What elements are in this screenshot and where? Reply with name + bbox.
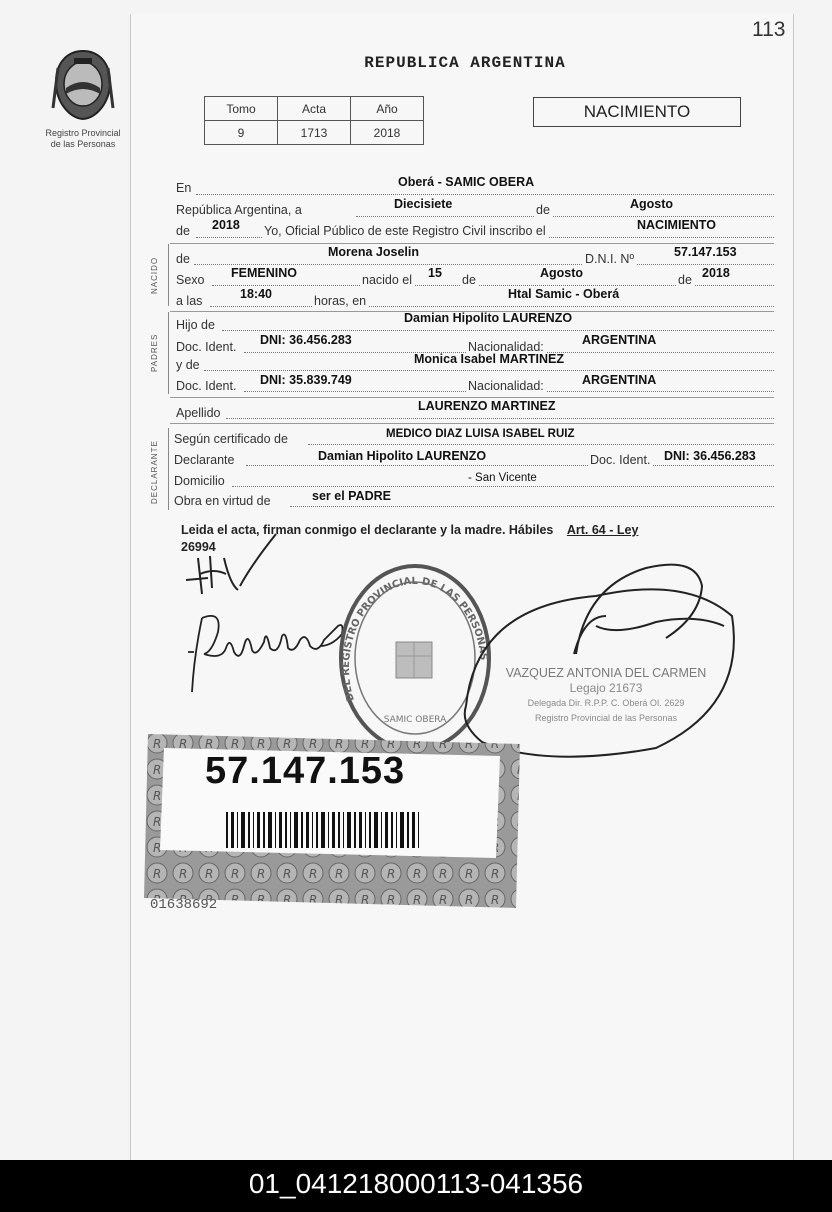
header-acta: Acta (278, 97, 351, 121)
header-tomo: Tomo (205, 97, 278, 121)
label-a-las: a las (176, 294, 203, 308)
value-madre-doc: DNI: 35.839.749 (260, 373, 352, 387)
value-birth-year: 2018 (702, 266, 730, 280)
official-stamp-text (490, 666, 722, 726)
value-child-dni: 57.147.153 (674, 245, 737, 259)
official-stamp-registry: Registro Provincial de las Personas (534, 713, 678, 723)
official-stamp-role: Delegada Dir. R.P.P. C. Oberá OI. 2629 (527, 698, 685, 708)
label-republica: República Argentina, a (176, 203, 302, 217)
label-de: de (536, 203, 550, 217)
value-madre-nacionalidad: ARGENTINA (582, 373, 657, 387)
value-month: Agosto (630, 197, 674, 211)
section-bracket-padres (168, 312, 169, 394)
label-oficial: Yo, Oficial Público de este Registro Civil inscribo el (264, 224, 546, 238)
label-de: de (462, 273, 476, 287)
label-nacionalidad: Nacionalidad: (468, 379, 544, 393)
value-act: NACIMIENTO (637, 218, 716, 232)
value-birth-month: Agosto (540, 266, 584, 280)
section-label-nacido: NACIDO (150, 256, 159, 294)
seal-bottom-text: SAMIC OBERA (383, 715, 447, 725)
label-nacionalidad: Nacionalidad: (468, 340, 544, 354)
closing-text-main: Leida el acta, firman conmigo el declarante y la madre. Hábiles (181, 523, 554, 537)
section-bracket-nacido (168, 244, 169, 306)
logo-caption (28, 128, 138, 150)
official-stamp-legajo: Legajo 21673 (569, 681, 643, 695)
label-domicilio: Domicilio (174, 474, 225, 488)
logo-caption-line1: Registro Provincial (45, 128, 121, 138)
section-divider (170, 423, 774, 424)
label-horas-en: horas, en (314, 294, 367, 308)
footer-filename: 01_041218000113-041356 (248, 1168, 584, 1199)
value-hora: 18:40 (240, 287, 272, 301)
section-label-padres: PADRES (150, 333, 159, 372)
value-year: 2018 (212, 218, 240, 232)
label-de: de (678, 273, 692, 287)
value-domicilio: - San Vicente (468, 472, 537, 484)
value-declarante-doc: DNI: 36.456.283 (664, 449, 756, 463)
label-de2: de (176, 224, 190, 238)
value-sexo: FEMENINO (231, 266, 297, 280)
value-acta: 1713 (278, 121, 351, 145)
label-sexo: Sexo (176, 273, 205, 287)
act-type-box: NACIMIENTO (533, 97, 741, 127)
value-child-name: Morena Joselin (328, 245, 419, 259)
value-madre: Monica Isabel MARTINEZ (414, 352, 565, 366)
value-padre: Damian Hipolito LAURENZO (404, 311, 573, 325)
label-doc-ident: Doc. Ident. (590, 453, 651, 467)
section-divider (170, 397, 774, 398)
serial-number: 01638692 (150, 897, 218, 913)
header-ano: Año (351, 97, 424, 121)
value-lugar: Htal Samic - Oberá (508, 287, 620, 301)
label-en: En (176, 181, 192, 195)
dotted-line (290, 506, 774, 507)
page-number: 113 (752, 18, 786, 41)
label-hijo-de: Hijo de (176, 318, 215, 332)
official-stamp-name: VAZQUEZ ANTONIA DEL CARMEN (505, 666, 707, 680)
dotted-line (222, 330, 774, 331)
dotted-line (196, 194, 774, 195)
province-coat-of-arms-logo (50, 48, 116, 122)
table-value-row (205, 121, 424, 145)
value-ano: 2018 (351, 121, 424, 145)
label-declarante: Declarante (174, 453, 235, 467)
value-padre-nacionalidad: ARGENTINA (582, 333, 657, 347)
dotted-line (246, 465, 774, 466)
label-y-de: y de (176, 358, 200, 372)
tomo-acta-ano-table (204, 96, 424, 145)
label-nacido-de: de (176, 252, 190, 266)
value-birth-day: 15 (428, 266, 442, 280)
value-apellido: LAURENZO MARTINEZ (418, 399, 556, 413)
table-header-row (205, 97, 424, 121)
value-obra: ser el PADRE (312, 489, 391, 503)
label-apellido: Apellido (176, 406, 221, 420)
label-obra-en-virtud: Obra en virtud de (174, 494, 271, 508)
seal-text: DEL REGISTRO PROVINCIAL DE LAS PERSONAS (340, 575, 489, 703)
value-day: Diecisiete (394, 197, 453, 211)
label-nacido-el: nacido el (362, 273, 413, 287)
sticker-dni-number: 57.147.153 (205, 750, 406, 792)
dotted-line (308, 444, 774, 445)
dotted-line (356, 216, 774, 217)
mother-signature (182, 596, 354, 696)
dotted-line (204, 370, 774, 371)
closing-law-number: 26994 (181, 540, 216, 554)
label-doc-ident: Doc. Ident. (176, 340, 237, 354)
declarant-signature (180, 528, 280, 598)
dotted-line (226, 418, 774, 419)
value-declarante: Damian Hipolito LAURENZO (318, 449, 487, 463)
section-label-declarante: DECLARANTE (150, 440, 159, 504)
dotted-line (232, 486, 774, 487)
value-tomo: 9 (205, 121, 278, 145)
document-title: REPUBLICA ARGENTINA (364, 54, 566, 72)
dotted-line (210, 306, 774, 307)
logo-caption-line2: de las Personas (50, 139, 116, 149)
section-divider (170, 243, 774, 244)
dotted-line (194, 264, 774, 265)
label-segun-certificado: Según certificado de (174, 432, 288, 446)
label-dni: D.N.I. Nº (585, 252, 635, 266)
closing-article: Art. 64 - Ley (566, 523, 639, 537)
label-doc-ident: Doc. Ident. (176, 379, 237, 393)
value-certificado: MEDICO DIAZ LUISA ISABEL RUIZ (386, 428, 575, 440)
value-place: Oberá - SAMIC OBERA (398, 175, 535, 189)
section-bracket-declarante (168, 428, 169, 510)
value-padre-doc: DNI: 36.456.283 (260, 333, 352, 347)
